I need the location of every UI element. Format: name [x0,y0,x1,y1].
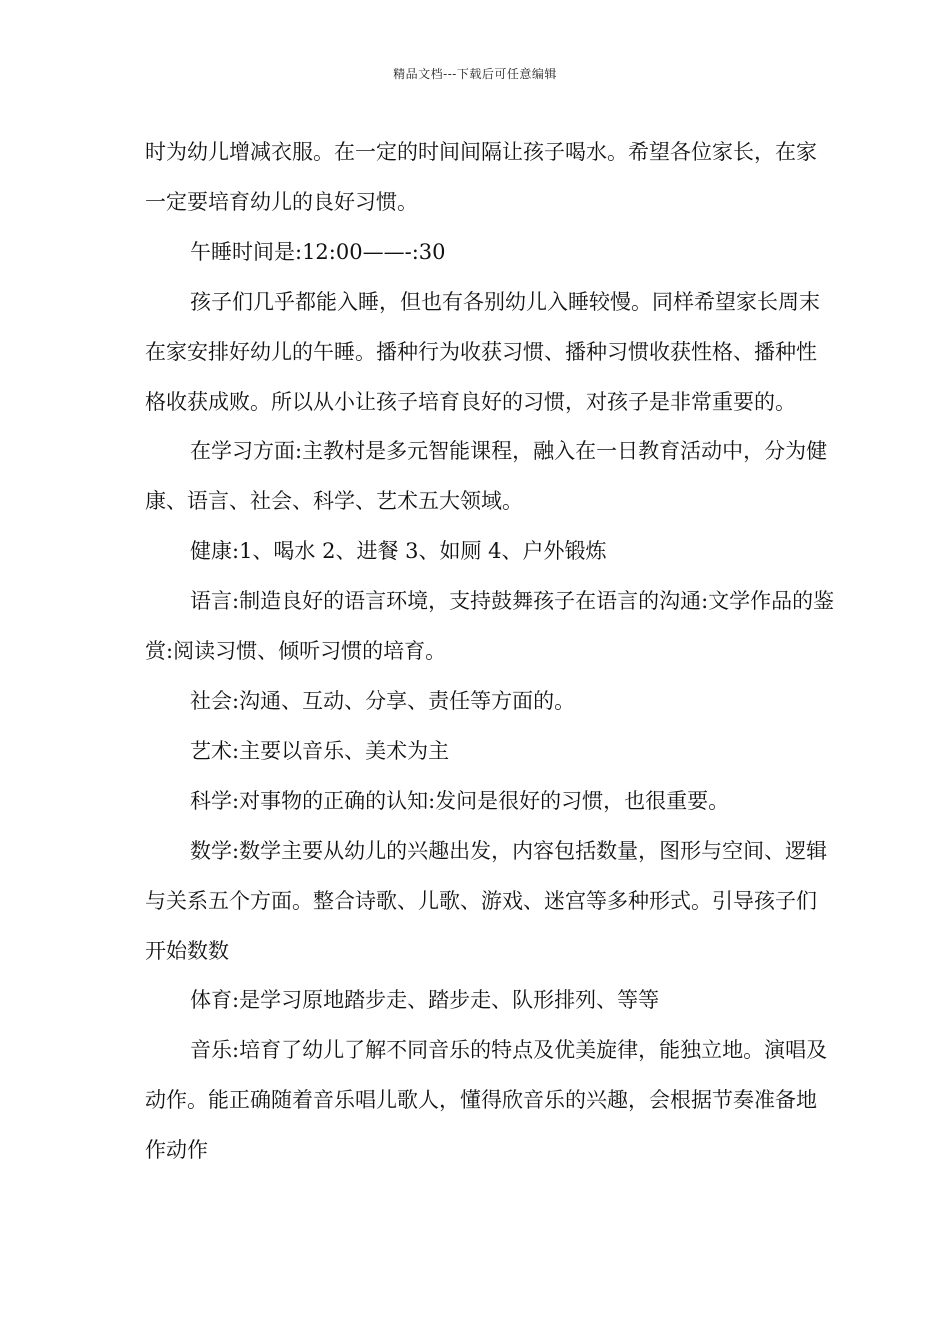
paragraph-nap-time: 午睡时间是:12:00——-:30 [190,239,446,264]
paragraph-math: 数学:数学主要从幼儿的兴趣出发，内容包括数量，图形与空间、逻辑与关系五个方面。整合诗歌、儿歌、游戏、迷宫等多种形式。引导孩子们开始数数 [145,838,828,963]
paragraph-pe: 体育:是学习原地踏步走、踏步走、队形排列、等等 [190,988,660,1013]
paragraph-learning-overview: 在学习方面:主教村是多元智能课程，融入在一日教育活动中，分为健康、语言、社会、科学、艺术五大领域。 [145,439,828,514]
paragraph-science: 科学:对事物的正确的认知:发问是很好的习惯，也很重要。 [190,788,730,813]
paragraph-clothing-water: 时为幼儿增减衣服。在一定的时间间隔让孩子喝水。希望各位家长，在家一定要培育幼儿的良好习惯。 [145,140,817,214]
paragraph-art: 艺术:主要以音乐、美术为主 [190,738,450,763]
paragraph-society: 社会:沟通、互动、分享、责任等方面的。 [190,688,576,713]
paragraph-nap-habits: 孩子们几乎都能入睡，但也有各别幼儿入睡较慢。同样希望家长周末在家安排好幼儿的午睡。播种行为收获习惯、播种习惯收获性格、播种性格收获成败。所以从小让孩子培育良好的习惯，对孩子是非常重要的。 [145,289,820,414]
paragraph-music: 音乐:培育了幼儿了解不同音乐的特点及优美旋律，能独立地。演唱及动作。能正确随着音乐唱儿歌人，懂得欣音乐的兴趣，会根据节奏准备地作动作 [145,1038,828,1163]
paragraph-health: 健康:1、喝水 2、进餐 3、如厕 4、户外锻炼 [190,539,607,564]
page-header: 精品文档---下载后可任意编辑 [393,67,557,81]
paragraph-language: 语言:制造良好的语言环境，支持鼓舞孩子在语言的沟通:文学作品的鉴赏:阅读习惯、倾听习惯的培育。 [145,589,835,664]
document-body [145,128,835,1176]
